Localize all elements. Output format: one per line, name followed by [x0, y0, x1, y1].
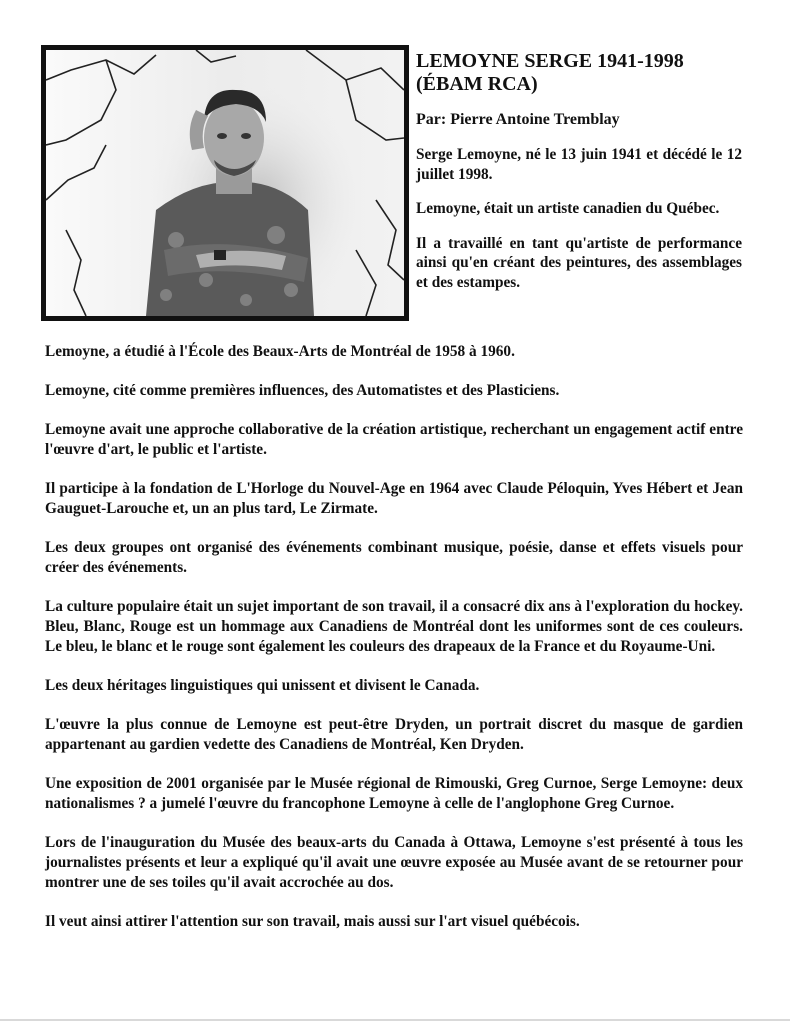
author-byline: Par: Pierre Antoine Tremblay [416, 111, 620, 128]
side-paragraph: Il a travaillé en tant qu'artiste de performance ainsi qu'en créant des peintures, des assemblages et des estampes. [416, 234, 742, 291]
body-paragraph: Il veut ainsi attirer l'attention sur son travail, mais aussi sur l'art visuel québécois. [45, 913, 580, 930]
body-paragraph: Lemoyne avait une approche collaborative de la création artistique, recherchant un engagement actif entre l'œuvre d'art, le public et l'artiste. [45, 421, 743, 458]
side-paragraph: Serge Lemoyne, né le 13 juin 1941 et décédé le 12 juillet 1998. [416, 146, 742, 183]
body-paragraph: Il participe à la fondation de L'Horloge du Nouvel-Age en 1964 avec Claude Péloquin, Yves Hébert et Jean Gauguet-Larouche et, un an plus tard, Le Zirmate. [45, 480, 743, 517]
body-paragraph: Lors de l'inauguration du Musée des beaux-arts du Canada à Ottawa, Lemoyne s'est présenté à tous les journalistes présents et leur a expliqué qu'il avait une œuvre exposée au Musée avant de se retourner pour montrer une de ses toiles qu'il avait accrochée au dos. [45, 834, 743, 891]
portrait-photo [41, 45, 409, 321]
title-line-2: (ÉBAM RCA) [416, 73, 538, 95]
title-line-1: LEMOYNE SERGE 1941-1998 [416, 50, 684, 72]
portrait-photo-icon [46, 50, 404, 316]
side-paragraph: Lemoyne, était un artiste canadien du Québec. [416, 200, 720, 218]
body-paragraph: Les deux groupes ont organisé des événements combinant musique, poésie, danse et effets visuels pour créer des événements. [45, 539, 743, 576]
body-paragraph: La culture populaire était un sujet important de son travail, il a consacré dix ans à l'exploration du hockey. Bleu, Blanc, Rouge est un hommage aux Canadiens de Montréal dont les uniformes sont de ces couleurs. Le bleu, le blanc et le rouge sont également les couleurs des drapeaux de la France et du Royaume-Uni. [45, 598, 743, 655]
header-column [416, 50, 742, 293]
page-title [416, 50, 742, 96]
body-paragraph: Une exposition de 2001 organisée par le Musée régional de Rimouski, Greg Curnoe, Serge Lemoyne: deux nationalismes ? a jumelé l'œuvre du francophone Lemoyne à celle de l'anglophone Greg Curnoe. [45, 775, 743, 812]
body-paragraph: Lemoyne, a étudié à l'École des Beaux-Arts de Montréal de 1958 à 1960. [45, 343, 515, 360]
body-paragraph: Les deux héritages linguistiques qui unissent et divisent le Canada. [45, 677, 480, 694]
body-paragraph: L'œuvre la plus connue de Lemoyne est peut-être Dryden, un portrait discret du masque de gardien appartenant au gardien vedette des Canadiens de Montréal, Ken Dryden. [45, 716, 743, 753]
body-text [45, 342, 743, 951]
body-paragraph: Lemoyne, cité comme premières influences, des Automatistes et des Plasticiens. [45, 382, 560, 399]
page-edge-divider [0, 1019, 790, 1021]
